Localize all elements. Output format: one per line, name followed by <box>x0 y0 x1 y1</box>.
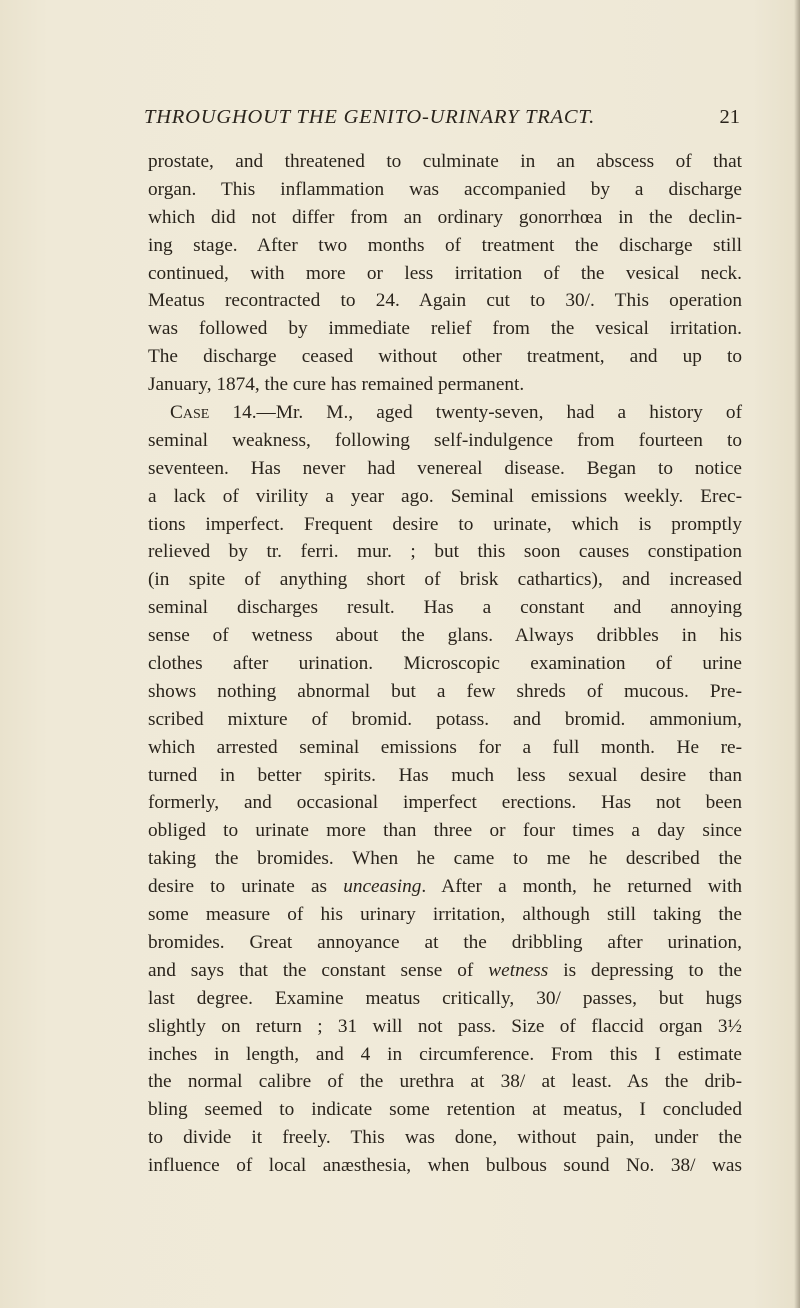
text-line: slightly on return ; 31 will not pass. Size of flaccid organ 3½ <box>148 1015 742 1037</box>
text-line: formerly, and occasional imperfect erections. Has not been <box>148 792 742 814</box>
text-line: inches in length, and 4 in circumference. From this I estimate <box>148 1043 742 1065</box>
text-line: The discharge ceased without other treatment, and up to <box>148 346 742 368</box>
text-line: a lack of virility a year ago. Seminal emissions weekly. Erec- <box>148 485 742 507</box>
text-line: clothes after urination. Microscopic examination of urine <box>148 653 742 675</box>
text-line: relieved by tr. ferri. mur. ; but this soon causes constipation <box>148 541 742 563</box>
italic-term: wetness <box>488 959 549 981</box>
text-line: scribed mixture of bromid. potass. and bromid. ammonium, <box>148 708 742 730</box>
text-line: was followed by immediate relief from the vesical irritation. <box>148 318 742 340</box>
page-edge-shadow <box>794 0 800 1308</box>
text-line: shows nothing abnormal but a few shreds of mucous. Pre- <box>148 680 742 702</box>
text-line: some measure of his urinary irritation, although still taking the <box>148 904 742 926</box>
text-line: influence of local anæsthesia, when bulbous sound No. 38/ was <box>148 1155 742 1177</box>
text-line: last degree. Examine meatus critically, 30/ passes, but hugs <box>148 987 742 1009</box>
running-title: THROUGHOUT THE GENITO-URINARY TRACT. <box>144 106 596 128</box>
text-line: bling seemed to indicate some retention at meatus, I concluded <box>148 1099 742 1121</box>
text-line: January, 1874, the cure has remained permanent. <box>148 374 525 396</box>
text-line: and says that the constant sense of wetness is depressing to the <box>148 959 742 981</box>
text-line: Meatus recontracted to 24. Again cut to 30/. This operation <box>148 290 742 312</box>
text-line: which did not differ from an ordinary gonorrhœa in the declin- <box>148 206 742 228</box>
text-line: the normal calibre of the urethra at 38/ at least. As the drib- <box>148 1071 742 1093</box>
text-line: taking the bromides. When he came to me he described the <box>148 848 742 870</box>
text-line: which arrested seminal emissions for a full month. He re- <box>148 736 742 758</box>
text-line: to divide it freely. This was done, without pain, under the <box>148 1127 742 1149</box>
text-line: (in spite of anything short of brisk cathartics), and increased <box>148 569 742 591</box>
text-line: continued, with more or less irritation of the vesical neck. <box>148 262 742 284</box>
page-number: 21 <box>719 106 740 128</box>
case-label: Case <box>170 402 210 424</box>
text-line: prostate, and threatened to culminate in an abscess of that <box>148 151 742 172</box>
italic-term: unceasing <box>343 876 422 898</box>
text-line: bromides. Great annoyance at the dribbling after urination, <box>148 931 742 953</box>
text-line: obliged to urinate more than three or four times a day since <box>148 820 742 842</box>
text-line: turned in better spirits. Has much less sexual desire than <box>148 764 742 786</box>
text-line: desire to urinate as unceasing. After a month, he returned with <box>148 876 742 898</box>
case-heading-line: Case 14.—Mr. M., aged twenty-seven, had a history of <box>170 402 742 424</box>
text-line: organ. This inflammation was accompanied by a discharge <box>148 178 742 200</box>
text-line: tions imperfect. Frequent desire to urinate, which is promptly <box>148 513 742 535</box>
text-line: sense of wetness about the glans. Always dribbles in his <box>148 625 742 647</box>
text-line: seminal discharges result. Has a constant and annoying <box>148 597 742 619</box>
text-line: seventeen. Has never had venereal disease. Began to notice <box>148 457 742 479</box>
text-line: ing stage. After two months of treatment the discharge still <box>148 234 742 256</box>
running-head <box>144 106 740 136</box>
text-line: seminal weakness, following self-indulgence from fourteen to <box>148 429 742 451</box>
body-text <box>148 148 742 1180</box>
